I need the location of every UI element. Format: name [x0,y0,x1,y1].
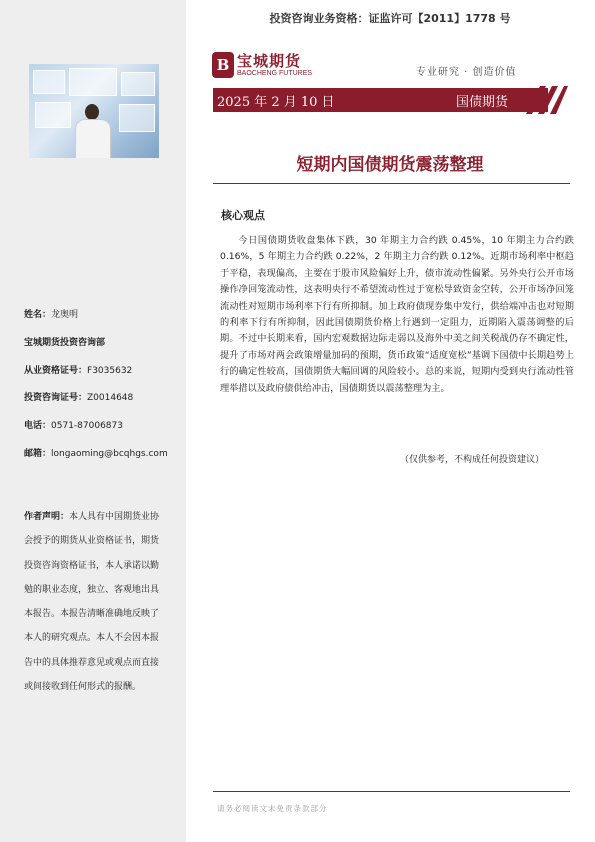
author-dept-row [24,335,105,348]
cert-row [24,363,132,376]
consult-row [24,390,133,403]
author-name-label: 姓名： [24,310,52,320]
disclaimer: （仅供参考，不构成任何投资建议） [400,455,545,465]
consult-number: Z0014648 [87,393,134,403]
logo-mark-icon: B [212,52,234,78]
company-logo [212,50,332,84]
slogan: 专业研究 · 创造价值 [416,67,517,78]
consult-label: 投资咨询证号： [24,393,88,403]
phone-number: 0571-87006873 [51,421,123,431]
banner-stripes-decoration [518,86,568,114]
cert-label: 从业资格证号： [24,366,88,376]
person-body-graphic [75,119,111,158]
author-statement [24,505,164,699]
email-label: 邮箱： [24,449,52,459]
title-divider [213,183,570,184]
report-date: 2025 年 2 月 10 日 [217,95,335,110]
author-name: 龙奥明 [51,310,79,320]
cert-number: F3035632 [87,366,133,376]
date-banner [213,88,548,112]
section-heading: 核心观点 [221,209,265,222]
statement-label: 作者声明： [24,512,70,522]
email-address[interactable]: longaoming@bcqhgs.com [51,449,168,459]
phone-label: 电话： [24,421,52,431]
report-category: 国债期货 [455,95,508,110]
author-name-row [24,307,78,320]
email-row [24,446,168,459]
company-name-en: BAOCHENG FUTURES [237,70,313,77]
cover-photo [29,64,159,158]
statement-text: 本人具有中国期货业协会授予的期货从业资格证书，期货投资咨询资格证书，本人承诺以勤勉的职业态度，独立、客观地出具本报告。本报告清晰准确地反映了本人的研究观点。本人不会因本报告中的具体推荐意见或观点而直接或间接收到任何形式的报酬。 [24,512,160,693]
phone-row [24,418,123,431]
person-head-graphic [85,104,99,120]
report-title: 短期内国债期货震荡整理 [296,155,484,175]
license-text: 投资咨询业务资格：证监许可【2011】1778 号 [269,12,511,25]
report-body: 今日国债期货收盘集体下跌，30 年期主力合约跌 0.45%，10 年期主力合约跌 0.16%，5 年期主力合约跌 0.22%，2 年期主力合约跌 0.12%。近期市场利率中枢趋于平稳，表现偏高，主要在于股市风险偏好上升，债市流动性偏紧。另外央行公开市场操作净回笼流动性，这表明央行不希望流动性过于宽松导致资金空转，公开市场净回笼流动性对短期市场利率下行有所抑制。加上政府债现券集中发行，供给端冲击也对短期的利率下行有所抑制，因此国债期货价格上行遇到一定阻力，近期陷入震荡调整的后期。不过中长期来看，国内宏观数据边际走弱以及海外中美之间关税战仍存不确定性，提升了市场对两会政策增量加码的预期，货币政策“适度宽松”基调下国债中长期趋势上行的确定性较高，国债期货大幅回调的风险较小。总的来说，短期内受到央行流动性管理举措以及政府债供给冲击，国债期货以震荡整理为主。 [220,235,574,394]
author-dept: 宝城期货投资咨询部 [24,338,106,348]
footer-note: 请务必阅读文末免责条款部分 [217,804,328,813]
footer-divider [213,791,570,792]
company-name: 宝城期货 [237,52,302,70]
